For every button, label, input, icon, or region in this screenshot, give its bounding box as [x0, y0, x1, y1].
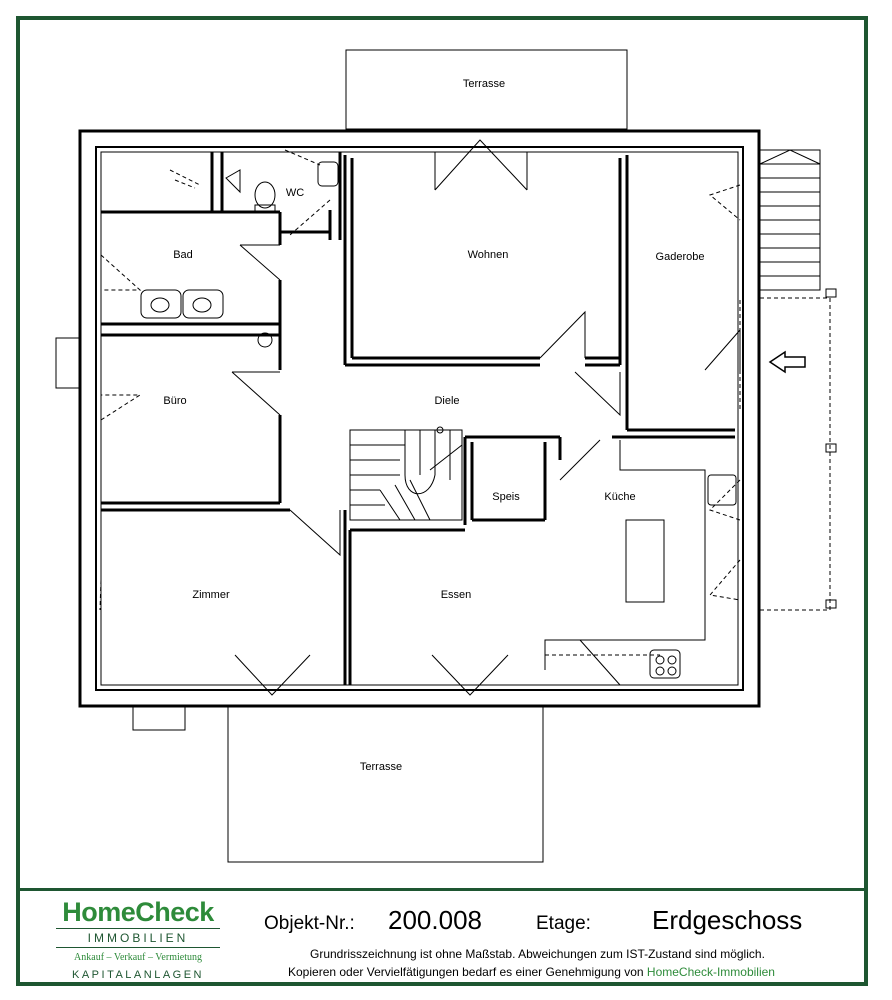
logo-tagline: Ankauf – Verkauf – Vermietung	[74, 952, 202, 963]
disclaimer-line-1: Grundrisszeichnung ist ohne Maßstab. Abweichungen zum IST-Zustand sind möglich.	[310, 947, 765, 961]
room-speis: Speis	[492, 491, 520, 503]
room-kueche: Küche	[604, 491, 636, 503]
disclaimer-brand: HomeCheck-Immobilien	[646, 965, 775, 979]
terrace-bottom	[228, 706, 543, 862]
footer	[20, 888, 864, 985]
object-number: 200.008	[388, 905, 482, 935]
room-terrasse-bottom: Terrasse	[359, 761, 403, 773]
room-essen: Essen	[440, 589, 472, 601]
disclaimer-text: Kopieren oder Vervielfätigungen bedarf es einer Genehmigung von	[288, 965, 647, 979]
room-zimmer: Zimmer	[192, 589, 230, 601]
object-number-label: Objekt-Nr.:	[264, 913, 355, 934]
homecheck-logo	[50, 897, 226, 982]
logo-name: HomeCheck	[62, 897, 214, 927]
floor-label: Etage:	[536, 913, 591, 934]
room-gaderobe: Gaderobe	[655, 251, 705, 263]
room-bad: Bad	[173, 249, 193, 261]
disclaimer-line-2	[288, 965, 775, 979]
exterior-wall	[80, 131, 759, 706]
room-diele: Diele	[434, 395, 460, 407]
floor-value: Erdgeschoss	[652, 905, 803, 935]
logo-capital: KAPITALANLAGEN	[72, 969, 204, 981]
room-buero: Büro	[163, 395, 187, 407]
logo-subtitle: IMMOBILIEN	[87, 931, 189, 945]
room-wc: WC	[285, 187, 305, 199]
room-terrasse-top: Terrasse	[462, 78, 506, 90]
room-wohnen: Wohnen	[467, 249, 509, 261]
